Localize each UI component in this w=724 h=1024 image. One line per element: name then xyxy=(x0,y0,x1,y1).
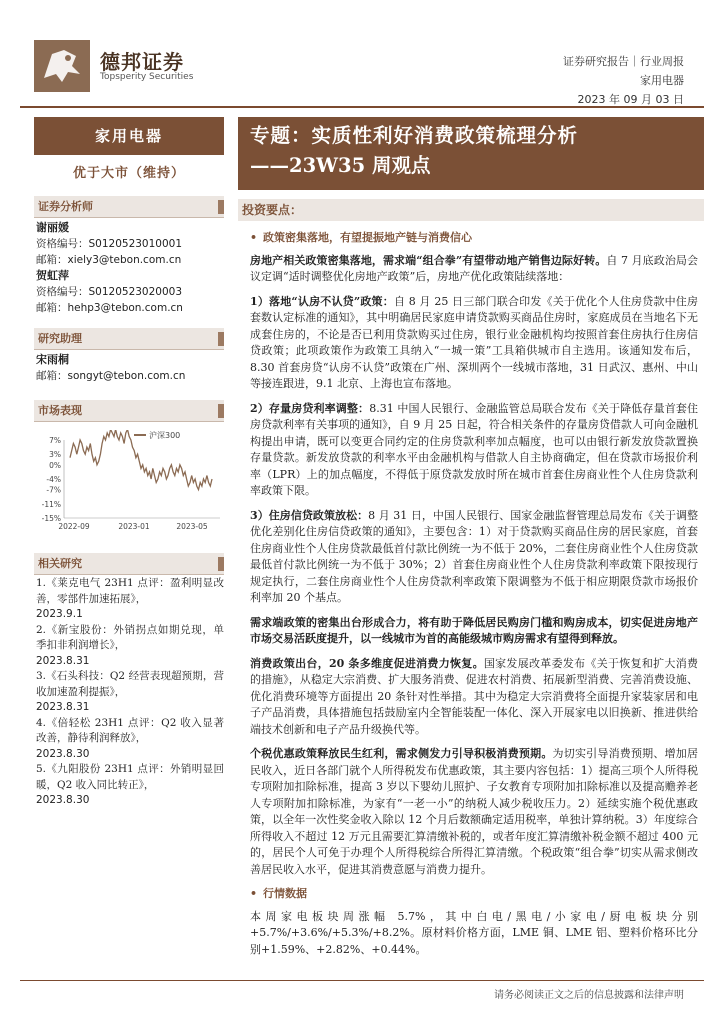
header-meta xyxy=(563,52,684,109)
analyst-cert: 资格编号：S0120523010001 xyxy=(36,238,183,250)
y-tick-label: -7% xyxy=(46,485,61,495)
rating: 优于大市（维持） xyxy=(72,166,185,181)
y-tick-label: 7% xyxy=(49,436,61,445)
assistant xyxy=(36,352,226,384)
related-section-title: 相关研究 xyxy=(34,553,224,575)
paragraph-1: 房地产相关政策密集落地，需求端“组合拳”有望带动地产销售边际好转。自 7 月底政治局会议定调“适时调整优化房地产政策”后，房地产优化政策陆续落地： xyxy=(250,253,698,283)
analyst-cert: 资格编号：S0120523020003 xyxy=(36,286,183,298)
related-item[interactable]: 5.《九阳股份 23H1 点评：外销明显回暖，Q2 收入同比转正》， 2023.8.30 xyxy=(36,763,224,806)
analyst-name: 贺虹萍 xyxy=(36,269,69,282)
series-line-hs300 xyxy=(70,430,212,490)
analyst-1 xyxy=(36,220,226,268)
paragraph-6: 消费政策出台，20 条多维度促进消费力恢复。国家发展改革委发布《关于恢复和扩大消费的措施》，从稳定大宗消费、扩大服务消费、促进农村消费、拓展新型消费、完善消费设施、优化消费环境等方面提出 20 条针对性举措。其中为稳定大宗消费将全面提升家装家居和电子产品消费，具体措施包括鼓励室内全智能装配一体化、深入开展家电以旧换新、推进供给端技术创新和电子产品升级换代等。 xyxy=(250,656,699,736)
y-tick-label: -15% xyxy=(41,514,61,523)
related-item[interactable]: 1.《莱克电气 23H1 点评：盈利明显改善，零部件加速拓展》， 2023.9.1 xyxy=(36,577,224,620)
analyst-email: 邮箱：hehp3@tebon.com.cn xyxy=(36,302,183,314)
y-tick-label: -4% xyxy=(46,475,61,484)
logo-mark xyxy=(34,40,90,92)
assistant-section-title: 研究助理 xyxy=(34,328,224,350)
title-line-1: 专题：实质性利好消费政策梳理分析 xyxy=(250,124,579,147)
legend-label: 沪深300 xyxy=(149,431,181,440)
y-tick-label: 0% xyxy=(49,460,61,470)
bullet-heading-2: • 行情数据 xyxy=(250,887,308,900)
paragraph-3: 2）存量房贷利率调整：8.31 中国人民银行、金融监管总局联合发布《关于降低存量首套住房贷款利率有关事项的通知》，自 9 月 25 日起，符合相关条件的存量房贷借款人可向金融机构提出申请，既可以变更合同约定的住房贷款利率加点幅度，也可以由银行新发放贷款置换存量贷款。新发放贷款的利率水平由金融机构与借款人自主协商确定，但在贷款市场报价利率（LPR）上的加点幅度，不得低于原贷款发放时所在城市首套住房商业性个人住房贷款利率政策下限。 xyxy=(250,401,698,497)
logo-text-cn: 德邦证券 xyxy=(100,50,184,74)
footer-disclaimer: 请务必阅读正文之后的信息披露和法律声明 xyxy=(494,990,684,1001)
report-body xyxy=(250,230,698,966)
market-section-title: 市场表现 xyxy=(34,400,224,422)
header-divider xyxy=(20,106,704,108)
x-tick-label: 2023-01 xyxy=(118,522,150,531)
company-logo xyxy=(34,40,194,92)
related-list xyxy=(36,576,224,809)
x-tick-label: 2022-09 xyxy=(58,522,90,531)
keypoints-label: 投资要点： xyxy=(238,199,704,221)
market-performance-chart xyxy=(34,430,224,535)
header-sector: 家用电器 xyxy=(640,74,684,87)
report-date: 2023 年 09 月 03 日 xyxy=(577,93,684,106)
paragraph-4: 3）住房信贷政策放松：8 月 31 日，中国人民银行、国家金融监督管理总局发布《关于调整优化差别化住房信贷政策的通知》，主要包含：1）对于贷款购买商品住房的居民家庭，首套住房商业性个人住房贷款最低首付款比例统一为不低于 20%，二套住房商业性个人住房贷款最低首付款比例统一为不低于 30%；2）首套住房商业性个人住房贷款利率政策下限按现行规定执行，二套住房商业性个人住房贷款利率政策下限调整为不低于相应期限贷款市场报价利率加 20 个基点。 xyxy=(250,508,699,604)
logo-text-en: Topsperity Securities xyxy=(100,72,194,82)
paragraph-2: 1）落地“认房不认贷”政策：自 8 月 25 日三部门联合印发《关于优化个人住房贷款中住房套数认定标准的通知》，其中明确居民家庭申请贷款购买商品住房时，家庭成员在当地名下无成套住房的，不论是否已利用贷款购买过住房，银行业金融机构均按照首套住房执行住房信贷政策；此项政策作为政策工具纳入“一城一策”工具箱供城市自主选用。该通知发布后，8.30 首套房贷“认房不认贷”政策在广州、深圳两个一线城市落地，31 日武汉、惠州、中山等接连跟进，9.1 北京、上海也宣布落地。 xyxy=(250,294,698,390)
bullet-icon: • xyxy=(250,887,258,900)
x-tick-label: 2023-05 xyxy=(176,522,208,531)
footer-divider xyxy=(20,980,704,981)
report-type: 证券研究报告｜行业周报 xyxy=(563,55,684,68)
assistant-email: 邮箱：songyt@tebon.com.cn xyxy=(36,370,186,382)
paragraph-7: 个税优惠政策释放民生红利，需求侧发力引导积极消费预期。为切实引导消费预期、增加居民收入，近日各部门就个人所得税发布优惠政策，其主要内容包括：1）提高三项个人所得税专项附加扣除标准，提高 3 岁以下婴幼儿照护、子女教育专项附加扣除标准以及提高赡养老人专项附加扣除标准，为家有“一老一小”的纳税人减少税收压力。2）延续实施个税优惠政策，以全年一次性奖金收入除以 12 个月后数额确定适用税率，单独计算纳税。3）年度综合所得收入不超过 12 万元且需要汇算清缴补税的，或者年度汇算清缴补税金额不超过 400 元的，居民个人可免于办理个人所得税综合所得汇算清缴。个税政策“组合拳”切实从需求侧改善居民收入水平，促进其消费意愿与消费力提升。 xyxy=(250,747,699,876)
analyst-section-title: 证券分析师 xyxy=(34,196,224,218)
analyst-2 xyxy=(36,268,226,316)
bullet-heading-1: • 政策密集落地，有望提振地产链与消费信心 xyxy=(250,231,473,244)
analyst-email: 邮箱：xiely3@tebon.com.cn xyxy=(36,254,182,266)
sector-label: 家用电器 xyxy=(34,117,224,155)
paragraph-8: 本周家电板块周涨幅 5.7%，其中白电/黑电/小家电/厨电板块分别+5.7%/+3.6%/+5.3%/+8.2%。原材料价格方面，LME 铜、LME 铝、塑料价格环比分别+1.59%、+2.82%、+0.44%。 xyxy=(250,909,698,956)
related-item[interactable]: 4.《倍轻松 23H1 点评：Q2 收入显著改善，静待利润释放》， 2023.8.30 xyxy=(36,716,224,760)
related-item[interactable]: 3.《石头科技：Q2 经营表现超预期，营收加速盈利提振》， 2023.8.31 xyxy=(36,670,224,713)
bullet-icon: • xyxy=(250,231,258,244)
y-tick-label: -11% xyxy=(41,499,61,509)
title-line-2: ——23W35 周观点 xyxy=(250,154,431,177)
analyst-name: 谢丽媛 xyxy=(36,221,69,234)
paragraph-5: 需求端政策的密集出台形成合力，将有助于降低居民购房门槛和购房成本，切实促进房地产市场交易活跃度提升，以一线城市为首的高能级城市购房需求有望得到释放。 xyxy=(250,615,698,645)
report-title xyxy=(238,117,704,190)
assistant-name: 宋雨桐 xyxy=(36,353,69,366)
y-tick-label: 3% xyxy=(49,450,61,460)
related-item[interactable]: 2.《新宝股份：外销拐点如期兑现，单季扣非利润增长》， 2023.8.31 xyxy=(36,623,224,667)
